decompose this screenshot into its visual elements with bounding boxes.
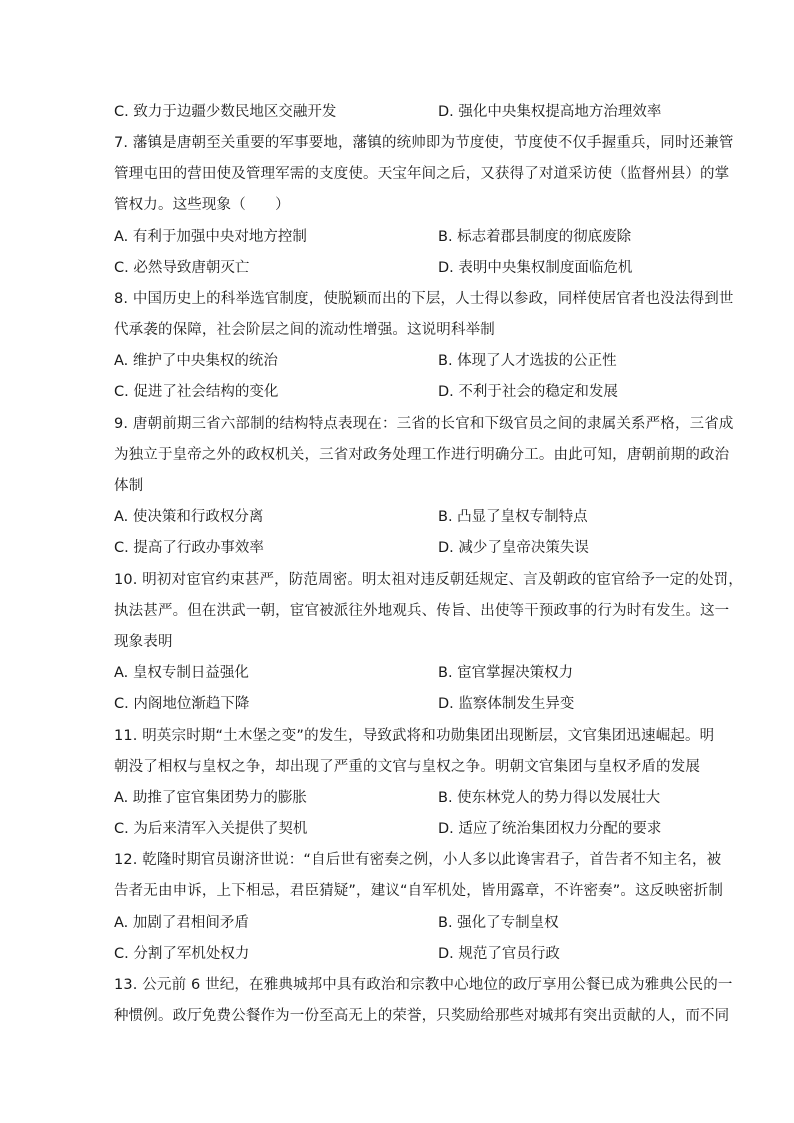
option-b-q11: B. 使东林党人的势力得以发展壮大 xyxy=(438,790,661,806)
option-a-q8: A. 维护了中央集权的统治 xyxy=(114,353,278,369)
question-12-text: 告者无由申诉，上下相忌，君臣猜疑”，建议“自军机处，皆用露章，不许密奏”。这反映密折制 xyxy=(114,883,723,899)
option-c-q9: C. 提高了行政办事效率 xyxy=(114,540,264,556)
option-a-q11: A. 助推了宦官集团势力的膨胀 xyxy=(114,790,307,806)
option-c-q12: C. 分割了军机处权力 xyxy=(114,946,250,962)
question-9-text: 9. 唐朝前期三省六部制的结构特点表现在：三省的长官和下级官员之间的隶属关系严格，三省成 xyxy=(114,416,734,432)
question-13-text: 种惯例。政厅免费公餐作为一份至高无上的荣誉，只奖励给那些对城邦有突出贡献的人，而不同 xyxy=(114,1008,730,1024)
question-9-text: 为独立于皇帝之外的政权机关，三省对政务处理工作进行明确分工。由此可知，唐朝前期的政治 xyxy=(114,447,730,463)
option-b-q9: B. 凸显了皇权专制特点 xyxy=(438,509,588,525)
option-d-q10: D. 监察体制发生异变 xyxy=(438,696,575,712)
option-c-q8: C. 促进了社会结构的变化 xyxy=(114,384,279,400)
option-d-q9: D. 减少了皇帝决策失误 xyxy=(438,540,589,556)
question-7-text: 管权力。这些现象（ ） xyxy=(114,197,290,213)
question-8-text: 代承袭的保障，社会阶层之间的流动性增强。这说明科举制 xyxy=(114,322,495,338)
question-11-text: 11. 明英宗时期“土木堡之变”的发生，导致武将和功勋集团出现断层，文官集团迅速崛起。明 xyxy=(114,728,715,744)
option-b-q10: B. 宦官掌握决策权力 xyxy=(438,665,574,681)
option-c-q7: C. 必然导致唐朝灭亡 xyxy=(114,260,250,276)
question-7-text: 管理屯田的营田使及管理军需的支度使。天宝年间之后，又获得了对道采访使（监督州县）的掌 xyxy=(114,166,730,182)
question-11-text: 朝没了相权与皇权之争，却出现了严重的文官与皇权之争。明朝文官集团与皇权矛盾的发展 xyxy=(114,759,700,775)
option-c-q10: C. 内阁地位渐趋下降 xyxy=(114,696,250,712)
question-9-text: 体制 xyxy=(114,478,144,494)
question-8-text: 8. 中国历史上的科举选官制度，使脱颖而出的下层，人士得以参政，同样使居官者也没法得到世 xyxy=(114,291,734,307)
option-b-q8: B. 体现了人才选拔的公正性 xyxy=(438,353,617,369)
option-b-q7: B. 标志着郡县制度的彻底废除 xyxy=(438,229,632,245)
question-12-text: 12. 乾隆时期官员谢济世说：“自后世有密奏之例，小人多以此谗害君子，首告者不知主名，被 xyxy=(114,852,722,868)
question-10-text: 10. 明初对宦官约束甚严，防范周密。明太祖对违反朝廷规定、言及朝政的宦官给予一定的处罚， xyxy=(114,572,743,588)
option-d-q8: D. 不利于社会的稳定和发展 xyxy=(438,384,618,400)
option-a-q9: A. 使决策和行政权分离 xyxy=(114,509,264,525)
option-d-q12: D. 规范了官员行政 xyxy=(438,946,560,962)
option-c-q6: C. 致力于边疆少数民地区交融开发 xyxy=(114,104,337,120)
option-b-q12: B. 强化了专制皇权 xyxy=(438,915,559,931)
question-10-text: 执法甚严。但在洪武一朝，宦官被派往外地观兵、传旨、出使等干预政事的行为时有发生。这一 xyxy=(114,603,730,619)
option-d-q6: D. 强化中央集权提高地方治理效率 xyxy=(438,104,662,120)
option-a-q12: A. 加剧了君相间矛盾 xyxy=(114,915,249,931)
option-d-q11: D. 适应了统治集团权力分配的要求 xyxy=(438,821,662,837)
question-7-text: 7. 藩镇是唐朝至关重要的军事要地，藩镇的统帅即为节度使，节度使不仅手握重兵，同时还兼管 xyxy=(114,135,734,151)
option-c-q11: C. 为后来清军入关提供了契机 xyxy=(114,821,308,837)
option-d-q7: D. 表明中央集权制度面临危机 xyxy=(438,260,633,276)
option-a-q10: A. 皇权专制日益强化 xyxy=(114,665,249,681)
option-a-q7: A. 有利于加强中央对地方控制 xyxy=(114,229,307,245)
question-10-text: 现象表明 xyxy=(114,634,173,650)
question-13-text: 13. 公元前 6 世纪，在雅典城邦中具有政治和宗教中心地位的政厅享用公餐已成为雅典公民的一 xyxy=(114,977,733,993)
